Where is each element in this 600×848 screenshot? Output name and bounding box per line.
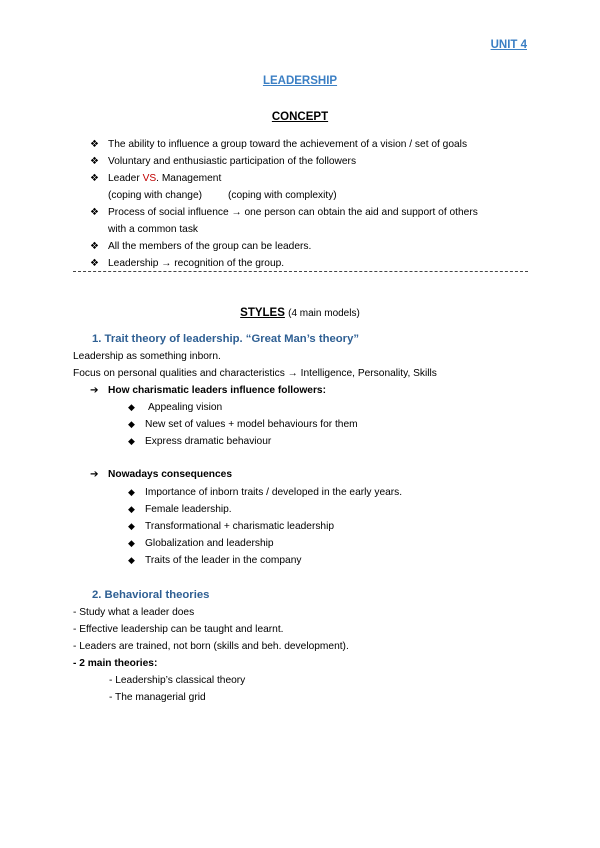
diamond-bullet-icon: ◆ — [128, 504, 135, 514]
page-title: LEADERSHIP — [262, 75, 338, 87]
diamond-bullet-icon: ◆ — [128, 538, 135, 548]
diamond-bullet-icon: ◆ — [128, 436, 135, 446]
behavioral-theories-heading: 2. Behavioral theories — [92, 589, 210, 601]
bullet-diamond-icon: ❖ — [90, 241, 99, 252]
list-item: ◆ Importance of inborn traits / developed in the early years. — [128, 487, 403, 498]
list-item: ◆ Female leadership. — [128, 504, 232, 515]
main-theories-label: - 2 main theories: — [73, 658, 158, 669]
trait-line: Leadership as something inborn. — [73, 351, 221, 362]
list-item: ◆ New set of values + model behaviours for them — [128, 419, 358, 430]
concept-bullet: ❖ Process of social influence → one person can obtain the aid and support of others with a common task — [90, 204, 528, 238]
behavioral-line: - Effective leadership can be taught and learnt. — [73, 624, 284, 635]
diamond-bullet-icon: ◆ — [128, 419, 135, 429]
bullet-diamond-icon: ❖ — [90, 139, 99, 150]
diamond-bullet-icon: ◆ — [128, 487, 135, 497]
charismatic-heading: ➔ How charismatic leaders influence followers: — [90, 385, 326, 396]
list-item: ◆ Express dramatic behaviour — [128, 436, 272, 447]
trait-line: Focus on personal qualities and characteristics → Intelligence, Personality, Skills — [73, 368, 437, 379]
diamond-bullet-icon: ◆ — [128, 521, 135, 531]
concept-bullet: ❖ All the members of the group can be leaders. — [90, 238, 528, 255]
arrow-icon: ➔ — [90, 469, 99, 480]
unit-label: UNIT 4 — [490, 39, 527, 51]
styles-heading: STYLES (4 main models) — [240, 307, 360, 319]
bullet-diamond-icon: ❖ — [90, 156, 99, 167]
behavioral-line: - Study what a leader does — [73, 607, 195, 618]
list-item: ◆ Transformational + charismatic leadership — [128, 521, 335, 532]
trait-theory-heading: 1. Trait theory of leadership. “Great Man’s theory” — [92, 333, 360, 345]
bullet-diamond-icon: ❖ — [90, 258, 99, 269]
section-divider — [73, 271, 528, 272]
concept-bullet: ❖ Voluntary and enthusiastic participation of the followers — [90, 153, 528, 170]
diamond-bullet-icon: ◆ — [128, 555, 135, 565]
list-item: ◆ Globalization and leadership — [128, 538, 274, 549]
bullet-diamond-icon: ❖ — [90, 207, 99, 218]
consequences-heading: ➔ Nowadays consequences — [90, 469, 232, 480]
sub-theory-item: - The managerial grid — [109, 692, 206, 703]
concept-bullet: ❖ Leadership → recognition of the group. — [90, 255, 528, 272]
behavioral-line: - Leaders are trained, not born (skills and beh. development). — [73, 641, 349, 652]
list-item: ◆ Appealing vision — [128, 402, 223, 413]
sub-theory-item: - Leadership’s classical theory — [109, 675, 246, 686]
styles-note: (4 main models) — [288, 308, 360, 319]
concept-heading: CONCEPT — [271, 111, 329, 123]
list-item: ◆ Traits of the leader in the company — [128, 555, 302, 566]
concept-bullet: ❖ The ability to influence a group toward the achievement of a vision / set of goals — [90, 136, 528, 153]
concept-bullet-list — [90, 136, 528, 272]
arrow-icon: ➔ — [90, 385, 99, 396]
diamond-bullet-icon: ◆ — [128, 402, 135, 412]
bullet-diamond-icon: ❖ — [90, 173, 99, 184]
concept-bullet-leader-vs-management: ❖ Leader VS. Management (coping with change) (coping with complexity) — [90, 170, 528, 204]
vs-highlight: VS — [142, 173, 157, 184]
